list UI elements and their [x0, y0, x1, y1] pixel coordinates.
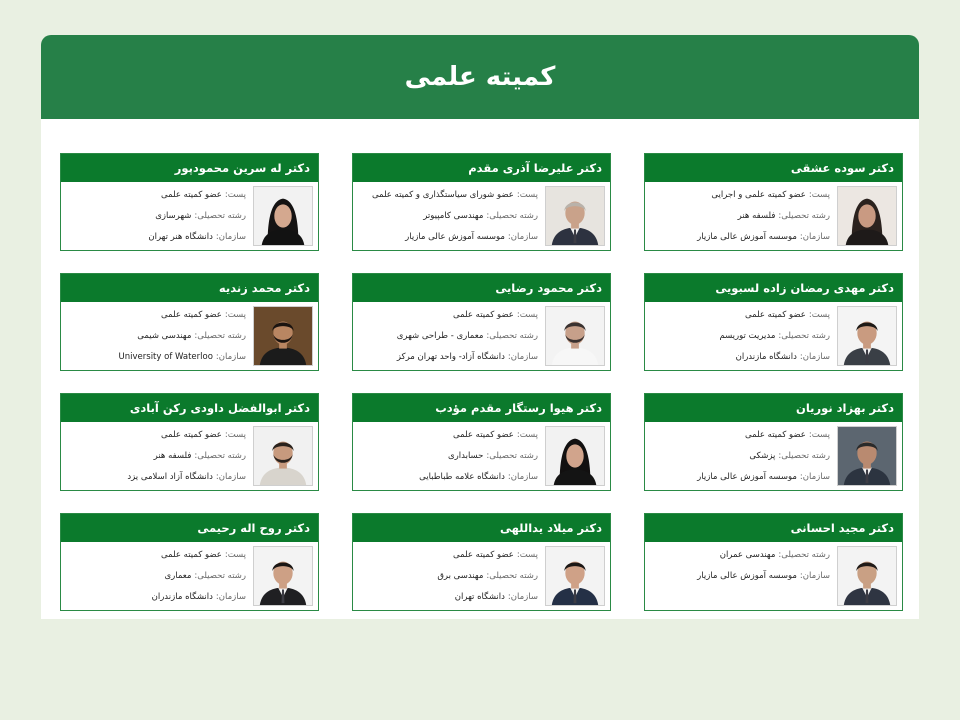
- detail-value: دانشگاه تهران: [454, 592, 505, 602]
- detail-label: پست:: [224, 190, 246, 200]
- member-card[interactable]: [352, 273, 611, 371]
- member-photo: [837, 426, 897, 486]
- detail-line: [65, 305, 246, 326]
- member-details: [649, 425, 830, 488]
- detail-value: مهندسی کامپیوتر: [423, 211, 484, 221]
- member-name: دکتر مجید احسانی: [645, 514, 902, 542]
- detail-line: [649, 347, 830, 368]
- member-details: [65, 305, 246, 368]
- detail-label: پست:: [516, 190, 538, 200]
- detail-value: عضو کمیته علمی: [161, 190, 222, 200]
- detail-line: [357, 446, 538, 467]
- member-name: دکتر ابوالفضل داودی رکن آبادی: [61, 394, 318, 422]
- detail-label: پست:: [516, 430, 538, 440]
- detail-line: [357, 545, 538, 566]
- detail-label: رشته تحصیلی:: [778, 451, 830, 461]
- member-details: [649, 185, 830, 248]
- detail-line: [649, 545, 830, 566]
- detail-label: سازمان:: [507, 592, 538, 602]
- detail-value: مهندسی برق: [437, 571, 484, 581]
- detail-value: عضو کمیته علمی: [161, 430, 222, 440]
- member-card[interactable]: [60, 393, 319, 491]
- member-name: دکتر محمود رضایی: [353, 274, 610, 302]
- member-name: دکتر مهدی رمضان زاده لسبویی: [645, 274, 902, 302]
- detail-line: [65, 587, 246, 608]
- detail-label: پست:: [516, 310, 538, 320]
- detail-line: [649, 467, 830, 488]
- detail-label: سازمان:: [507, 352, 538, 362]
- detail-label: سازمان:: [215, 352, 246, 362]
- member-photo: [253, 306, 313, 366]
- member-photo: [253, 546, 313, 606]
- detail-label: سازمان:: [799, 232, 830, 242]
- member-details: [357, 185, 538, 248]
- detail-label: رشته تحصیلی:: [486, 211, 538, 221]
- member-details: [357, 305, 538, 368]
- detail-label: پست:: [224, 310, 246, 320]
- detail-value: عضو کمیته علمی: [453, 550, 514, 560]
- detail-line: [649, 446, 830, 467]
- detail-label: رشته تحصیلی:: [486, 451, 538, 461]
- detail-value: دانشگاه آزاد اسلامی یزد: [127, 472, 213, 482]
- detail-label: سازمان:: [215, 472, 246, 482]
- detail-label: پست:: [808, 190, 830, 200]
- detail-label: سازمان:: [799, 571, 830, 581]
- member-photo: [545, 306, 605, 366]
- detail-value: موسسه آموزش عالی مازیار: [697, 232, 797, 242]
- detail-label: رشته تحصیلی:: [778, 211, 830, 221]
- member-photo: [253, 426, 313, 486]
- detail-label: رشته تحصیلی:: [778, 550, 830, 560]
- detail-value: عضو کمیته علمی: [161, 310, 222, 320]
- detail-value: معماری: [164, 571, 192, 581]
- detail-label: سازمان:: [507, 232, 538, 242]
- detail-value: دانشگاه مازندران: [735, 352, 797, 362]
- member-details: [357, 425, 538, 488]
- member-photo: [837, 306, 897, 366]
- detail-value: عضو کمیته علمی: [745, 310, 806, 320]
- detail-value: فلسفه هنر: [737, 211, 776, 221]
- member-details: [65, 185, 246, 248]
- page-header: [41, 35, 919, 119]
- member-card[interactable]: [60, 153, 319, 251]
- detail-line: [649, 305, 830, 326]
- detail-value: حسابداری: [448, 451, 484, 461]
- detail-label: سازمان:: [799, 472, 830, 482]
- detail-value: مدیریت توریسم: [719, 331, 776, 341]
- detail-value: فلسفه هنر: [153, 451, 192, 461]
- detail-label: پست:: [224, 430, 246, 440]
- member-details: [65, 545, 246, 608]
- member-photo: [545, 186, 605, 246]
- member-card[interactable]: [644, 393, 903, 491]
- detail-value: عضو شورای سیاستگذاری و کمیته علمی: [371, 190, 514, 200]
- detail-value: موسسه آموزش عالی مازیار: [697, 571, 797, 581]
- detail-line: [649, 566, 830, 587]
- detail-line: [65, 446, 246, 467]
- detail-value: عضو کمیته علمی: [745, 430, 806, 440]
- detail-line: [649, 185, 830, 206]
- detail-value: مهندسی شیمی: [137, 331, 192, 341]
- detail-value: مهندسی عمران: [719, 550, 776, 560]
- detail-line: [357, 467, 538, 488]
- detail-value: شهرسازی: [155, 211, 192, 221]
- detail-value: موسسه آموزش عالی مازیار: [405, 232, 505, 242]
- member-name: دکتر علیرضا آذری مقدم: [353, 154, 610, 182]
- detail-label: رشته تحصیلی:: [194, 211, 246, 221]
- detail-line: [65, 227, 246, 248]
- member-photo: [253, 186, 313, 246]
- detail-label: پست:: [224, 550, 246, 560]
- detail-value: معماری - طراحی شهری: [396, 331, 484, 341]
- detail-label: رشته تحصیلی:: [486, 331, 538, 341]
- detail-label: رشته تحصیلی:: [486, 571, 538, 581]
- detail-line: [649, 326, 830, 347]
- member-card[interactable]: [644, 273, 903, 371]
- member-name: دکتر بهزاد نوریان: [645, 394, 902, 422]
- detail-line: [357, 587, 538, 608]
- member-name: دکتر سوده عشقی: [645, 154, 902, 182]
- page-title: کمیته علمی: [404, 62, 556, 92]
- detail-line: [357, 185, 538, 206]
- detail-label: سازمان:: [507, 472, 538, 482]
- member-name: دکتر محمد زندیه: [61, 274, 318, 302]
- member-name: دکتر هیوا رستگار مقدم مؤدب: [353, 394, 610, 422]
- detail-line: [357, 347, 538, 368]
- detail-value: دانشگاه هنر تهران: [148, 232, 213, 242]
- detail-label: سازمان:: [799, 352, 830, 362]
- detail-value: عضو کمیته علمی: [453, 430, 514, 440]
- detail-label: پست:: [808, 310, 830, 320]
- member-card[interactable]: [644, 513, 903, 611]
- detail-line: [357, 326, 538, 347]
- detail-line: [357, 227, 538, 248]
- detail-line: [357, 206, 538, 227]
- detail-label: رشته تحصیلی:: [194, 571, 246, 581]
- detail-line: [649, 227, 830, 248]
- member-details: [649, 305, 830, 368]
- detail-line: [649, 206, 830, 227]
- detail-label: رشته تحصیلی:: [194, 451, 246, 461]
- detail-value: University of Waterloo: [118, 352, 213, 362]
- detail-line: [65, 206, 246, 227]
- detail-line: [357, 566, 538, 587]
- member-photo: [545, 546, 605, 606]
- member-photo: [837, 546, 897, 606]
- detail-line: [65, 347, 246, 368]
- member-name: دکتر میلاد یداللهی: [353, 514, 610, 542]
- detail-line: [65, 566, 246, 587]
- detail-value: موسسه آموزش عالی مازیار: [697, 472, 797, 482]
- detail-value: دانشگاه آزاد- واحد تهران مرکز: [396, 352, 505, 362]
- detail-line: [357, 425, 538, 446]
- detail-value: دانشگاه مازندران: [151, 592, 213, 602]
- member-details: [649, 545, 830, 587]
- detail-line: [65, 545, 246, 566]
- member-card[interactable]: [644, 153, 903, 251]
- detail-line: [649, 425, 830, 446]
- detail-label: رشته تحصیلی:: [194, 331, 246, 341]
- detail-value: عضو کمیته علمی و اجرایی: [711, 190, 806, 200]
- detail-value: دانشگاه علامه طباطبایی: [419, 472, 505, 482]
- member-card[interactable]: [60, 513, 319, 611]
- detail-label: رشته تحصیلی:: [778, 331, 830, 341]
- detail-label: پست:: [516, 550, 538, 560]
- member-details: [357, 545, 538, 608]
- detail-line: [65, 467, 246, 488]
- member-card[interactable]: [352, 153, 611, 251]
- member-card[interactable]: [352, 393, 611, 491]
- member-card[interactable]: [60, 273, 319, 371]
- member-name: دکتر روح اله رحیمی: [61, 514, 318, 542]
- detail-value: پزشکی: [749, 451, 776, 461]
- detail-line: [65, 185, 246, 206]
- detail-line: [65, 326, 246, 347]
- detail-label: سازمان:: [215, 232, 246, 242]
- detail-value: عضو کمیته علمی: [453, 310, 514, 320]
- member-details: [65, 425, 246, 488]
- detail-label: پست:: [808, 430, 830, 440]
- member-card[interactable]: [352, 513, 611, 611]
- detail-label: سازمان:: [215, 592, 246, 602]
- member-photo: [545, 426, 605, 486]
- member-name: دکتر له سرین محمودپور: [61, 154, 318, 182]
- member-photo: [837, 186, 897, 246]
- detail-line: [357, 305, 538, 326]
- detail-line: [65, 425, 246, 446]
- detail-value: عضو کمیته علمی: [161, 550, 222, 560]
